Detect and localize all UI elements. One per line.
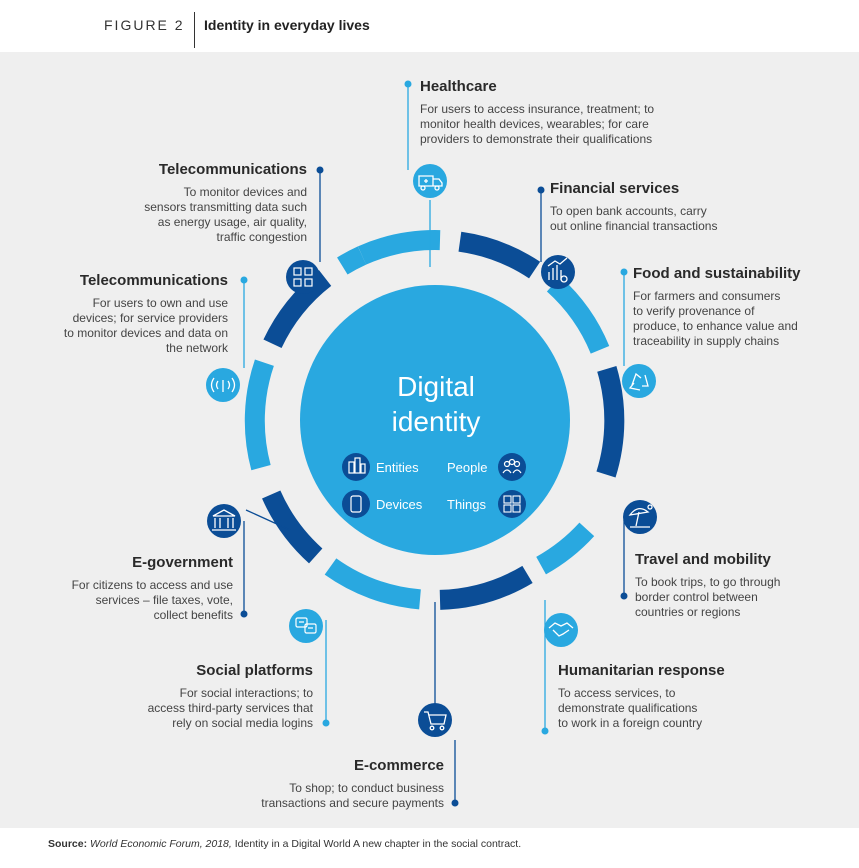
figure-number: FIGURE 2 bbox=[104, 17, 185, 33]
dot-ecommerce bbox=[452, 800, 459, 807]
sector-description: To open bank accounts, carry out online financial transactions bbox=[550, 204, 718, 233]
arc-food bbox=[554, 284, 600, 350]
category-things: Things bbox=[447, 497, 487, 512]
sector-ecommerce bbox=[261, 757, 444, 811]
sensor-network-icon bbox=[286, 260, 320, 294]
government-building-icon bbox=[207, 504, 241, 538]
sector-title: Healthcare bbox=[420, 78, 497, 95]
arc-humanitarian bbox=[440, 574, 528, 600]
dot-travel bbox=[621, 593, 628, 600]
sector-description: To shop; to conduct business transactions and secure payments bbox=[261, 781, 444, 810]
sector-financial bbox=[550, 180, 717, 234]
handshake-icon bbox=[544, 613, 578, 647]
arc-healthcare bbox=[362, 240, 440, 255]
sector-description: For farmers and consumers to verify provenance of produce, to enhance value and traceability in supply chains bbox=[633, 289, 798, 348]
category-entities: Entities bbox=[376, 460, 419, 475]
sector-title: E-government bbox=[132, 554, 233, 571]
center-title-line1: Digital bbox=[397, 371, 475, 402]
source-label: Source: bbox=[48, 838, 88, 850]
dot-financial bbox=[538, 187, 545, 194]
dot-healthcare bbox=[405, 81, 412, 88]
arc-telecom1 bbox=[342, 256, 362, 267]
sector-title: Telecommunications bbox=[158, 161, 307, 178]
sector-social bbox=[148, 662, 313, 731]
sector-description: For citizens to access and use services – file taxes, vote, collect benefits bbox=[71, 578, 233, 622]
sector-description: To monitor devices and sensors transmitting data such as energy usage, air quality, traffic congestion bbox=[144, 185, 307, 244]
sector-telecom-sensors bbox=[144, 161, 307, 245]
recycle-icon bbox=[622, 364, 656, 398]
sector-description: For users to access insurance, treatment; to monitor health devices, wearables; for care providers to demonstrate their qualifications bbox=[420, 102, 655, 146]
sector-healthcare bbox=[420, 78, 654, 147]
beach-umbrella-icon bbox=[623, 500, 657, 534]
dot-telecom2 bbox=[241, 277, 248, 284]
sector-title: Financial services bbox=[550, 180, 680, 197]
shopping-cart-icon bbox=[418, 703, 452, 737]
sector-description: For users to own and use devices; for service providers to monitor devices and data on the network bbox=[63, 296, 228, 355]
sector-description: For social interactions; to access third-party services that rely on social media logins bbox=[147, 686, 313, 730]
dot-egov bbox=[241, 611, 248, 618]
center-title-line2: identity bbox=[391, 406, 481, 437]
sector-title: Telecommunications bbox=[79, 272, 228, 289]
dot-food bbox=[621, 269, 628, 276]
device-phone-icon bbox=[342, 490, 370, 518]
dot-social bbox=[323, 720, 330, 727]
dot-telecom1 bbox=[317, 167, 324, 174]
source-citation: World Economic Forum, 2018, bbox=[90, 838, 232, 850]
arc-travel-top bbox=[606, 369, 614, 475]
category-people: People bbox=[447, 460, 488, 475]
things-icon bbox=[498, 490, 526, 518]
source-footnote bbox=[48, 838, 521, 850]
sector-title: Food and sustainability bbox=[633, 265, 801, 282]
ambulance-icon bbox=[413, 164, 447, 198]
entities-icon bbox=[342, 453, 370, 481]
source-title: Identity in a Digital World A new chapter in the social contract. bbox=[231, 838, 522, 850]
sector-title: Travel and mobility bbox=[635, 551, 771, 568]
arc-ecommerce bbox=[331, 567, 421, 600]
arc-egov bbox=[255, 363, 265, 468]
sector-humanitarian bbox=[558, 662, 725, 731]
finance-chart-icon bbox=[541, 255, 575, 289]
figure-title: Identity in everyday lives bbox=[204, 17, 370, 33]
sector-food bbox=[633, 265, 801, 349]
people-icon bbox=[498, 453, 526, 481]
sector-description: To book trips, to go through border control between countries or regions bbox=[635, 575, 781, 619]
arc-travel bbox=[541, 529, 587, 565]
dot-humanitarian bbox=[542, 728, 549, 735]
center-title bbox=[336, 369, 536, 439]
social-platforms-icon bbox=[289, 609, 323, 643]
sector-title: Humanitarian response bbox=[558, 662, 725, 679]
sector-description: To access services, to demonstrate qualifications to work in a foreign country bbox=[558, 686, 703, 730]
arc-financial bbox=[460, 242, 535, 270]
sector-title: Social platforms bbox=[196, 662, 313, 679]
category-devices: Devices bbox=[376, 497, 423, 512]
sector-egov bbox=[72, 554, 233, 623]
sector-telecom-users bbox=[64, 272, 228, 356]
sector-travel bbox=[635, 551, 780, 620]
sector-title: E-commerce bbox=[353, 757, 444, 774]
